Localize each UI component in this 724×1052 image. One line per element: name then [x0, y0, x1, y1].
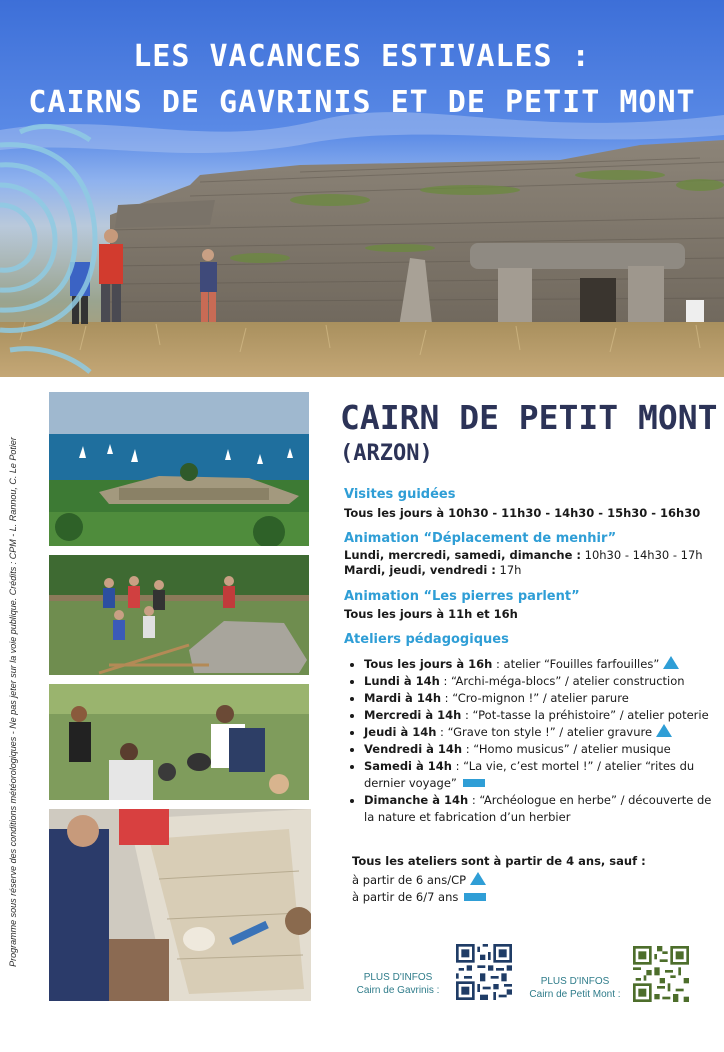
visites-heading: Visites guidées — [344, 487, 456, 502]
age-note-heading: Tous les ateliers sont à partir de 4 ans, sauf : — [352, 854, 646, 868]
menhir-heading: Animation “Déplacement de menhir” — [344, 531, 617, 546]
ateliers-list — [348, 656, 724, 826]
info-gavrinis — [348, 971, 448, 997]
triangle-marker-icon — [470, 872, 486, 885]
ateliers-heading: Ateliers pédagogiques — [344, 632, 509, 647]
menhir-line2: Mardi, jeudi, vendredi : 17h — [344, 563, 522, 577]
info-petit-mont — [520, 975, 630, 1001]
list-item: • Jeudi à 14h : “Grave ton style !” / atelier gravure — [364, 724, 724, 741]
visites-line: Tous les jours à 10h30 - 11h30 - 14h30 - 15h30 - 16h30 — [344, 506, 701, 520]
age-note-line2: à partir de 6/7 ans — [352, 890, 486, 904]
photo-outdoor-workshop — [49, 684, 309, 800]
photo-menhir-animation — [49, 555, 309, 675]
list-item: • Mercredi à 14h : “Pot-tasse la préhistoire” / atelier poterie — [364, 707, 724, 724]
list-item: • Lundi à 14h : “Archi-méga-blocs” / atelier construction — [364, 673, 724, 690]
side-credit: Programme sous réserve des conditions météorologiques - Ne pas jeter sur la voie publique. Crédits : CPM - L. Rannou, C. Le Potier — [8, 437, 18, 967]
list-item: • Dimanche à 14h : “Archéologue en herbe” / découverte de la nature et fabrication d’un herbier — [364, 792, 724, 826]
pierres-heading: Animation “Les pierres parlent” — [344, 589, 580, 604]
rectangle-marker-icon — [464, 893, 486, 901]
list-item: • Mardi à 14h : “Cro-mignon !” / atelier parure — [364, 690, 724, 707]
qr-code-gavrinis[interactable] — [456, 944, 512, 1000]
info-gavrinis-line1: PLUS D'INFOS — [363, 972, 433, 983]
photo-aerial-cairn — [49, 392, 309, 546]
page-title: CAIRN DE PETIT MONT — [340, 398, 718, 437]
pierres-line: Tous les jours à 11h et 16h — [344, 607, 518, 621]
triangle-marker-icon — [656, 724, 672, 737]
info-gavrinis-line2: Cairn de Gavrinis : — [356, 985, 440, 996]
qr-code-petit-mont[interactable] — [633, 946, 689, 1002]
hero-title-line2: CAIRNS DE GAVRINIS ET DE PETIT MONT — [28, 85, 696, 120]
page-subtitle: (ARZON) — [340, 441, 433, 466]
hero-title-line1: LES VACANCES ESTIVALES : — [133, 39, 591, 74]
list-item: • Tous les jours à 16h : atelier “Fouilles farfouilles” — [364, 656, 724, 673]
menhir-line1: Lundi, mercredi, samedi, dimanche : 10h30 - 14h30 - 17h — [344, 548, 703, 562]
triangle-marker-icon — [663, 656, 679, 669]
rectangle-marker-icon — [463, 779, 485, 787]
list-item: • Vendredi à 14h : “Homo musicus” / atelier musique — [364, 741, 724, 758]
list-item: • Samedi à 14h : “La vie, c’est mortel !” / atelier “rites du dernier voyage” — [364, 758, 724, 792]
photo-sandbox-excavation — [49, 809, 311, 1001]
info-petit-mont-line2: Cairn de Petit Mont : — [529, 989, 621, 1000]
hero-banner — [0, 0, 724, 377]
age-note-line1: à partir de 6 ans/CP — [352, 872, 486, 887]
info-petit-mont-line1: PLUS D'INFOS — [540, 976, 610, 987]
